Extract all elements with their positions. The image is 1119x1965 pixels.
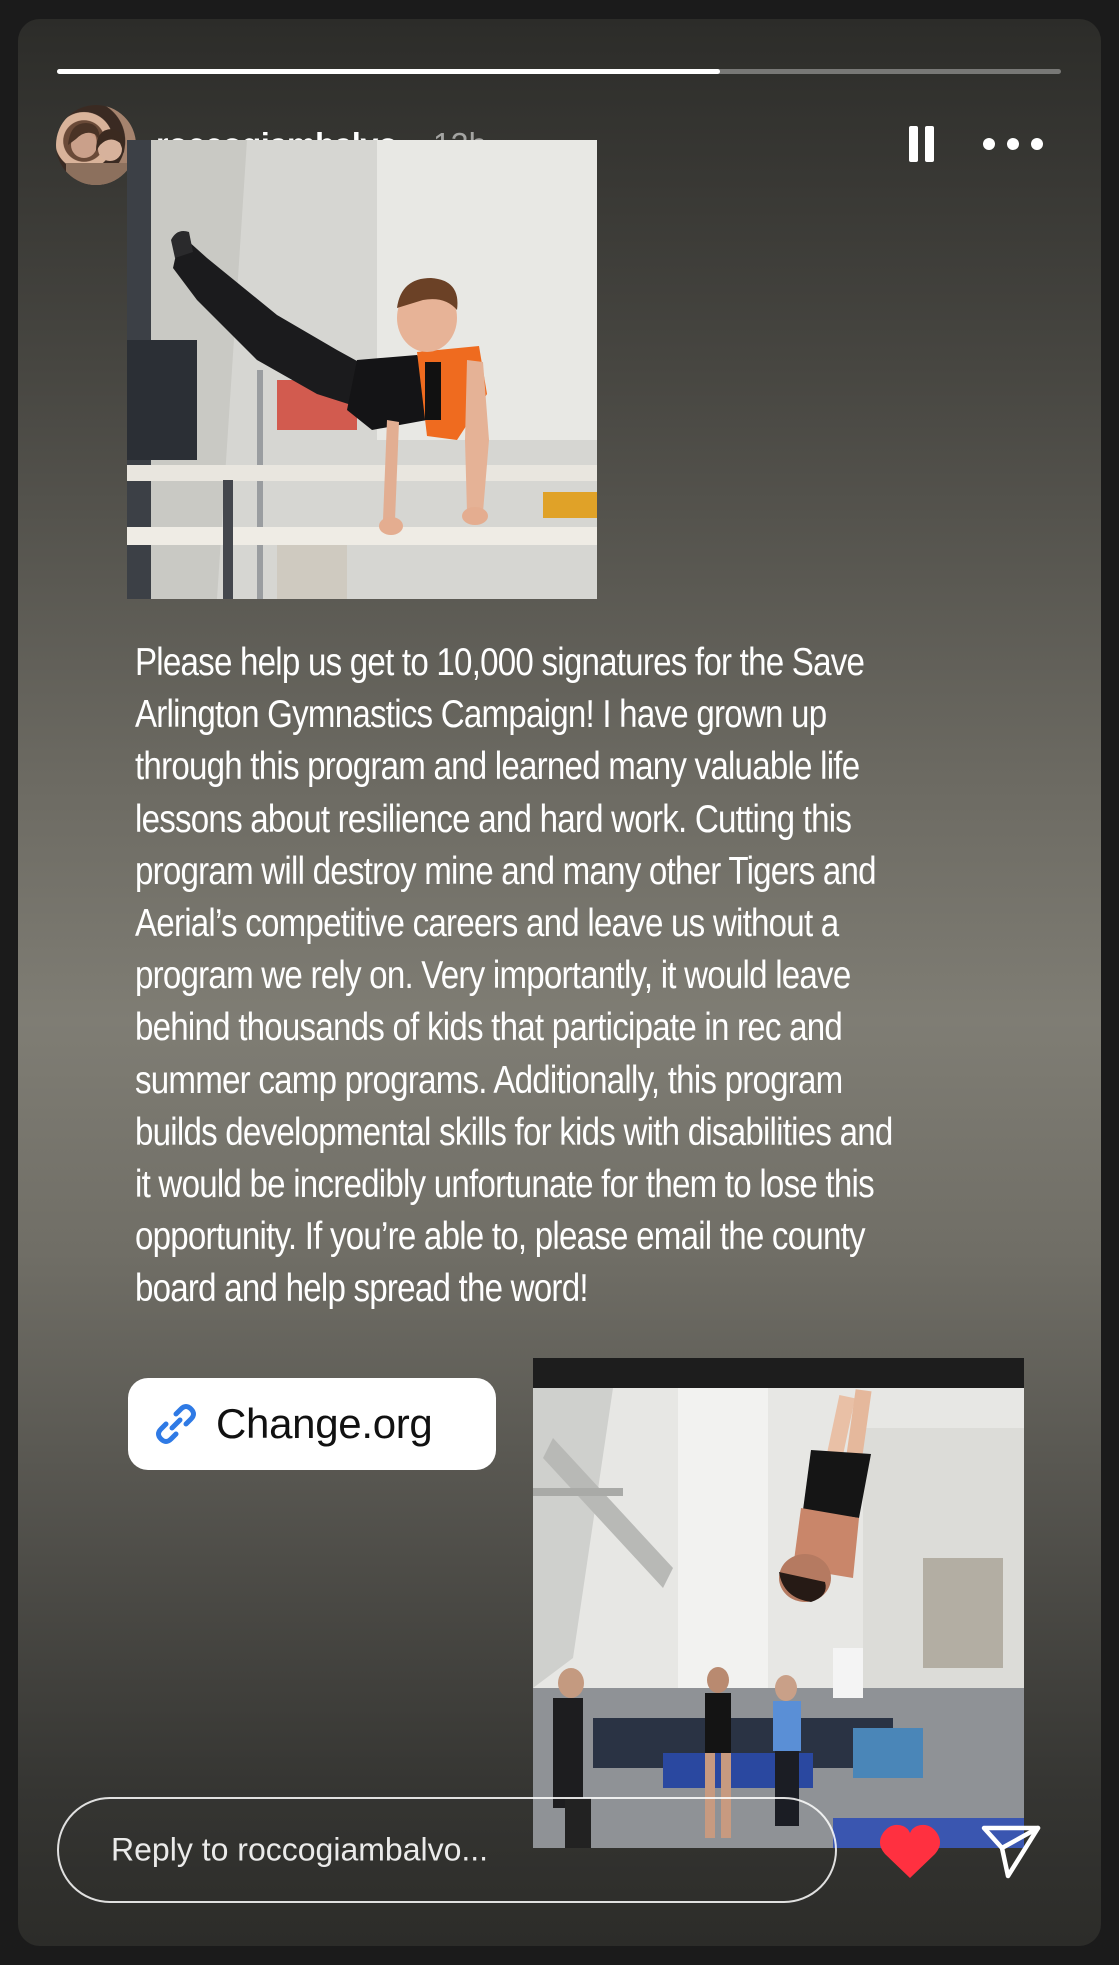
caption-line: Arlington Gymnastics Campaign! I have grown up xyxy=(135,693,827,737)
profile-avatar[interactable] xyxy=(56,105,136,185)
gymnast-flip-photo xyxy=(533,1358,1024,1848)
reply-placeholder: Reply to roccogiambalvo... xyxy=(111,1831,489,1868)
send-icon[interactable] xyxy=(980,1822,1042,1880)
story-viewer xyxy=(18,19,1101,1946)
heart-icon[interactable] xyxy=(878,1822,942,1880)
caption-line: builds developmental skills for kids with disabilities and xyxy=(135,1110,893,1154)
pause-icon[interactable] xyxy=(903,122,941,166)
caption-line: opportunity. If you’re able to, please email the county xyxy=(135,1215,865,1259)
gymnast-bars-photo xyxy=(127,140,597,599)
caption-line: program we rely on. Very importantly, it would leave xyxy=(135,954,851,998)
caption-line: program will destroy mine and many other Tigers and xyxy=(135,849,876,893)
caption-line: board and help spread the word! xyxy=(135,1267,588,1311)
caption-line: Please help us get to 10,000 signatures for the Save xyxy=(135,641,865,684)
caption-line: through this program and learned many valuable life xyxy=(135,745,860,789)
caption-line: it would be incredibly unfortunate for them to lose this xyxy=(135,1163,874,1207)
story-caption xyxy=(135,637,965,1316)
link-sticker-label: Change.org xyxy=(216,1400,433,1447)
caption-line: Aerial’s competitive careers and leave us without a xyxy=(135,902,839,946)
link-icon xyxy=(152,1400,200,1448)
reply-input[interactable] xyxy=(57,1797,837,1903)
more-options-icon[interactable] xyxy=(983,129,1043,159)
caption-line: lessons about resilience and hard work. Cutting this xyxy=(135,797,852,841)
story-progress-bar xyxy=(57,69,1061,74)
link-sticker[interactable] xyxy=(128,1378,496,1470)
caption-line: behind thousands of kids that participate in rec and xyxy=(135,1006,843,1050)
story-progress-fill xyxy=(57,69,720,74)
caption-line: summer camp programs. Additionally, this program xyxy=(135,1058,843,1102)
